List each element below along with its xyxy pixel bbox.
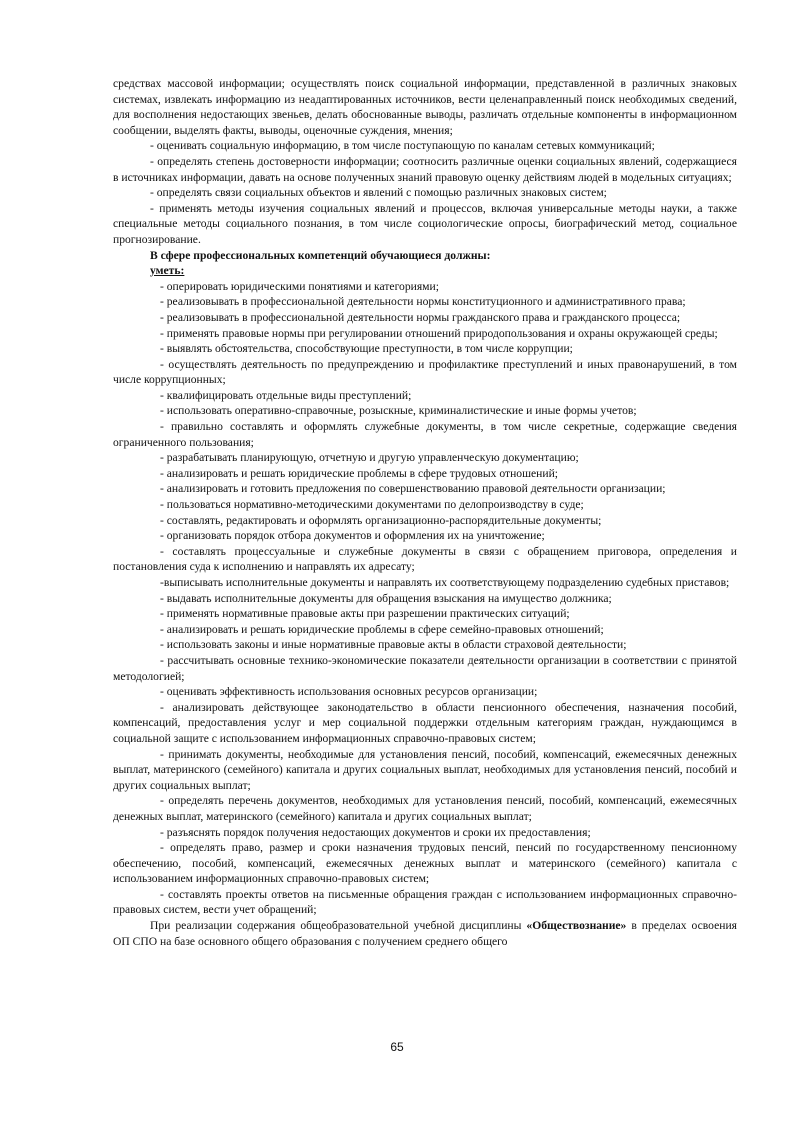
list-item: - правильно составлять и оформлять служебные документы, в том числе секретные, содержащие сведения ограниченного пользования; [113,420,737,449]
list-item: - реализовывать в профессиональной деятельности нормы конституционного и административного права; [160,295,686,309]
paragraph: - определять связи социальных объектов и явлений с помощью различных знаковых систем; [150,186,607,200]
list-item: - осуществлять деятельность по предупреждению и профилактике преступлений и иных правонарушений, в том числе коррупционных; [113,357,737,387]
paragraph: средствах массовой информации; осуществлять поиск социальной информации, представленной в различных знаковых системах, извлекать информацию из неадаптированных источников, вести целенаправленный поиск необходимых сведений, для восполнения недостающих звеньев, делать обоснованные выводы, различать отдельные компоненты в информационном сообщении, выделять факты, выводы, оценочные суждения, мнения; [113,77,737,137]
list-item: - применять нормативные правовые акты при разрешении практических ситуаций; [160,607,570,621]
list-item: - принимать документы, необходимые для установления пенсий, пособий, компенсаций, ежемесячных денежных выплат, материнского (семейного) капитала и других социальных выплат, необходимых для установления пенсий, пособий и других социальных выплат; [113,747,737,792]
list-item: - реализовывать в профессиональной деятельности нормы гражданского права и гражданского процесса; [160,310,681,324]
list-item: -выписывать исполнительные документы и направлять их соответствующему подразделению судебных приставов; [160,576,730,589]
document-page [113,76,737,949]
list-item: - оценивать эффективность использования основных ресурсов организации; [160,685,538,699]
list-item: - применять правовые нормы при регулировании отношений природопользования и охраны окружающей среды; [160,326,718,340]
list-item: - определять перечень документов, необходимых для установления пенсий, пособий, компенсаций, ежемесячных денежных выплат, материнского (семейного) капитала и других социальных выплат; [113,794,737,823]
list-item: - использовать оперативно-справочные, розыскные, криминалистические и иные формы учетов; [160,404,637,418]
list-item: - анализировать и решать юридические проблемы в сфере семейно-правовых отношений; [160,622,604,636]
list-item: - разъяснять порядок получения недостающих документов и сроки их предоставления; [160,825,591,839]
list-item: - анализировать действующее законодательство в области пенсионного обеспечения, назначения пособий, компенсаций, предоставления услуг и мер социальной поддержки отдельным категориям граждан, нуждающимся в социальной защите с использованием информационных справочно-правовых систем; [113,700,737,745]
list-item: - выявлять обстоятельства, способствующие преступности, в том числе коррупции; [160,342,573,356]
list-item: - составлять проекты ответов на письменные обращения граждан с использованием информационных справочно-правовых систем, вести учет обращений; [113,887,737,917]
list-item: - рассчитывать основные технико-экономические показатели деятельности организации в соответствии с принятой методологией; [113,653,737,683]
list-item: - квалифицировать отдельные виды преступлений; [160,388,412,402]
list-item: - пользоваться нормативно-методическими документами по делопроизводству в суде; [160,498,584,512]
page-number: 65 [390,1040,404,1054]
paragraph: - применять методы изучения социальных явлений и процессов, включая универсальные методы науки, а также специальные методы социального познания, в том числе социологические опросы, биографический метод, социальное прогнозирование. [113,201,737,246]
list-item: - анализировать и готовить предложения по совершенствованию правовой деятельности организации; [160,482,666,496]
list-item: - организовать порядок отбора документов и оформления их на уничтожение; [160,529,545,543]
list-item: - составлять процессуальные и служебные документы в связи с обращением приговора, определения и постановления суда к исполнению и направлять их адресату; [113,544,737,574]
list-item: - разрабатывать планирующую, отчетную и другую управленческую документацию; [160,451,579,465]
discipline-name: «Обществознание» [526,919,627,933]
closing-text-before: При реализации содержания общеобразовательной учебной дисциплины [150,919,527,933]
list-item: - определять право, размер и сроки назначения трудовых пенсий, пенсий по государственному пенсионному обеспечению, пособий, компенсаций, ежемесячных денежных выплат и материнского (семейного) капитала с использованием информационных справочно-правовых систем; [113,841,737,886]
list-item: - составлять, редактировать и оформлять организационно-распорядительные документы; [160,513,602,527]
list-item: - анализировать и решать юридические проблемы в сфере трудовых отношений; [160,466,558,480]
closing-paragraph [113,918,737,949]
paragraph: - оценивать социальную информацию, в том числе поступающую по каналам сетевых коммуникаций; [150,139,655,153]
skills-label: уметь: [150,264,185,278]
closing-text-after: в пределах освоения ОП СПО на базе основного общего образования с получением среднего общего [113,919,738,948]
list-item: - оперировать юридическими понятиями и категориями; [160,279,439,293]
list-item: - выдавать исполнительные документы для обращения взыскания на имущество должника; [160,591,612,605]
paragraph: - определять степень достоверности информации; соотносить различные оценки социальных явлений, содержащиеся в источниках информации, давать на основе полученных знаний правовую оценку действиям людей в модельных ситуациях; [113,154,737,184]
section-heading: В сфере профессиональных компетенций обучающиеся должны: [150,248,491,262]
list-item: - использовать законы и иные нормативные правовые акты в области страховой деятельности; [160,638,627,652]
